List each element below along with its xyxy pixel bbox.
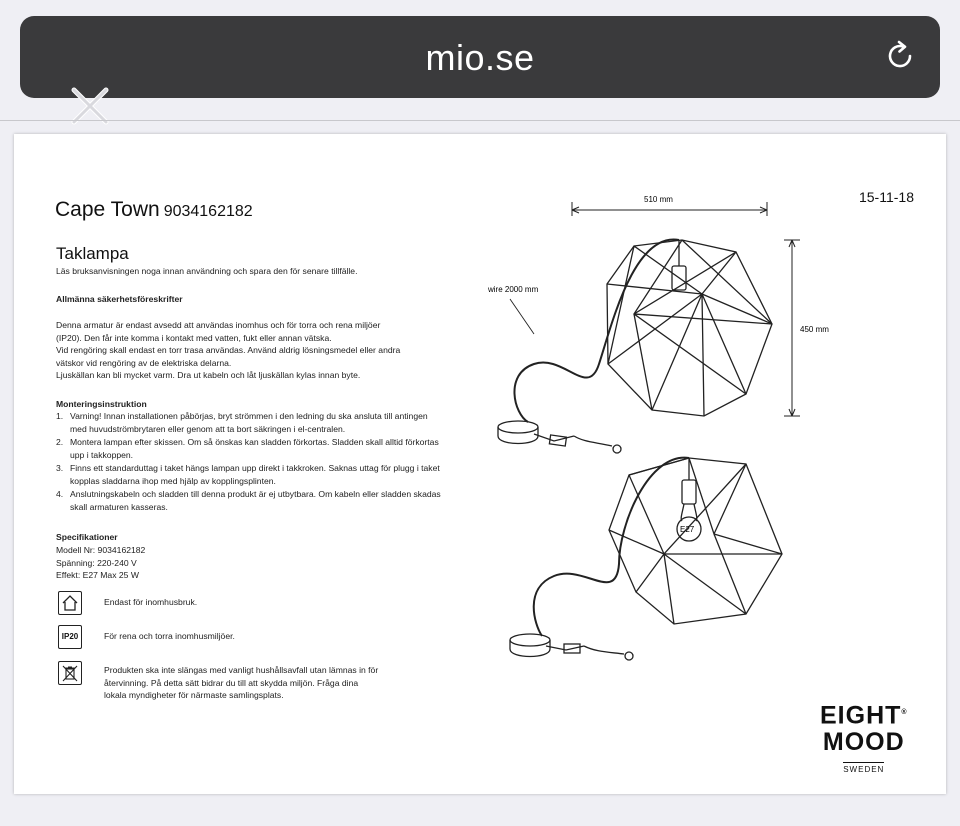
step-number: 3. [56,463,64,473]
step-text: Montera lampan efter skissen. Om så önskas kan sladden förkortas. Sladden skall alltid förkortas upp i takkoppen. [70,437,439,460]
mounting-heading: Monteringsinstruktion [56,399,147,409]
wire-pointer [510,299,534,334]
logo-subtitle: SWEDEN [843,762,884,774]
product-name: Cape Town [55,198,160,221]
step-text: Anslutningskabeln och sladden till denna produkt är ej utbytbara. Om kabeln eller sladden skadas skall armaturen kasseras. [70,489,441,512]
product-type: Taklampa [56,244,129,263]
step-number: 1. [56,411,64,421]
manual-page[interactable] [14,134,946,794]
article-number: 9034162182 [163,203,253,220]
step-number: 2. [56,437,64,447]
spec-heading: Specifikationer [56,532,118,542]
document-date: 15-11-18 [858,189,914,205]
lamp-diagram [484,184,844,664]
lamp-bottom [510,458,782,660]
step-text: Finns ett standarduttag i taket hängs lampan upp direkt i takkroken. Saknas uttag för plugg i taket kopplas sladdarna ihop med hjälp av kopplingsplinten. [70,463,440,486]
list-item [56,410,446,435]
reload-icon[interactable] [882,38,918,74]
logo-line-1 [820,699,908,729]
wire-label: wire 2000 mm [488,285,539,294]
lamp-top [498,240,772,453]
logo-line-2: MOOD [822,728,905,757]
safety-line: Vid rengöring skall endast en torr trasa användas. Använd aldrig lösningsmedel eller andra [56,345,401,355]
width-label: 510 mm [644,195,673,204]
safety-line: (IP20). Den får inte komma i kontakt med vatten, fukt eller annan vätska. [56,332,332,343]
safety-line: vätskor vid rengöring av de elektriska delarna. [56,357,232,368]
spec-line: Modell Nr: 9034162182 [56,545,146,555]
safety-line: Denna armatur är endast avsedd att användas inomhus och för torra och rena miljöer [56,320,381,330]
step-text: Varning! Innan installationen påbörjas, bryt strömmen i den ledning du ska ansluta till antingen med huvudströmbrytaren eller genom att ta bort säkringen i el-centralen. [70,411,428,434]
url-text[interactable]: mio.se [425,37,535,78]
width-dimension [572,202,767,216]
safety-text [56,319,456,382]
safety-line: Ljuskällan kan bli mycket varm. Dra ut kabeln och låt ljuskällan kylas innan byte. [56,370,361,380]
step-number: 4. [56,489,64,499]
chrome-divider [0,120,960,121]
ip20-icon: IP20 [58,625,82,649]
bulb-label: E27 [680,525,695,534]
product-title [55,198,253,222]
crossed-bin-icon [58,661,82,685]
url-bar[interactable] [20,16,940,98]
indoor-house-icon [58,591,82,615]
logo-word-eight: EIGHT [820,701,902,730]
list-item [56,436,446,461]
intro-text: Läs bruksanvisningen noga innan användning och spara den för senare tillfälle. [56,266,358,276]
logo-trademark: ® [901,709,908,716]
indoor-text: Endast för inomhusbruk. [104,597,198,607]
list-item [56,488,446,513]
list-item [56,462,446,487]
recycle-text: Produkten ska inte slängas med vanligt hushållsavfall utan lämnas in för återvinning. På detta sätt bidrar du till att skydda miljön. Fråga dina lokala myndigheter för närmaste samlingsplats. [104,665,379,700]
spec-line: Effekt: E27 Max 25 W [56,570,139,580]
spec-line: Spänning: 220-240 V [56,557,137,568]
height-dimension [784,240,800,416]
mounting-steps [56,410,446,514]
safety-heading: Allmänna säkerhetsföreskrifter [56,294,183,304]
ip20-text: För rena och torra inomhusmiljöer. [104,631,235,641]
brand-logo [820,699,908,777]
spec-list [56,544,145,582]
height-label: 450 mm [800,325,829,334]
